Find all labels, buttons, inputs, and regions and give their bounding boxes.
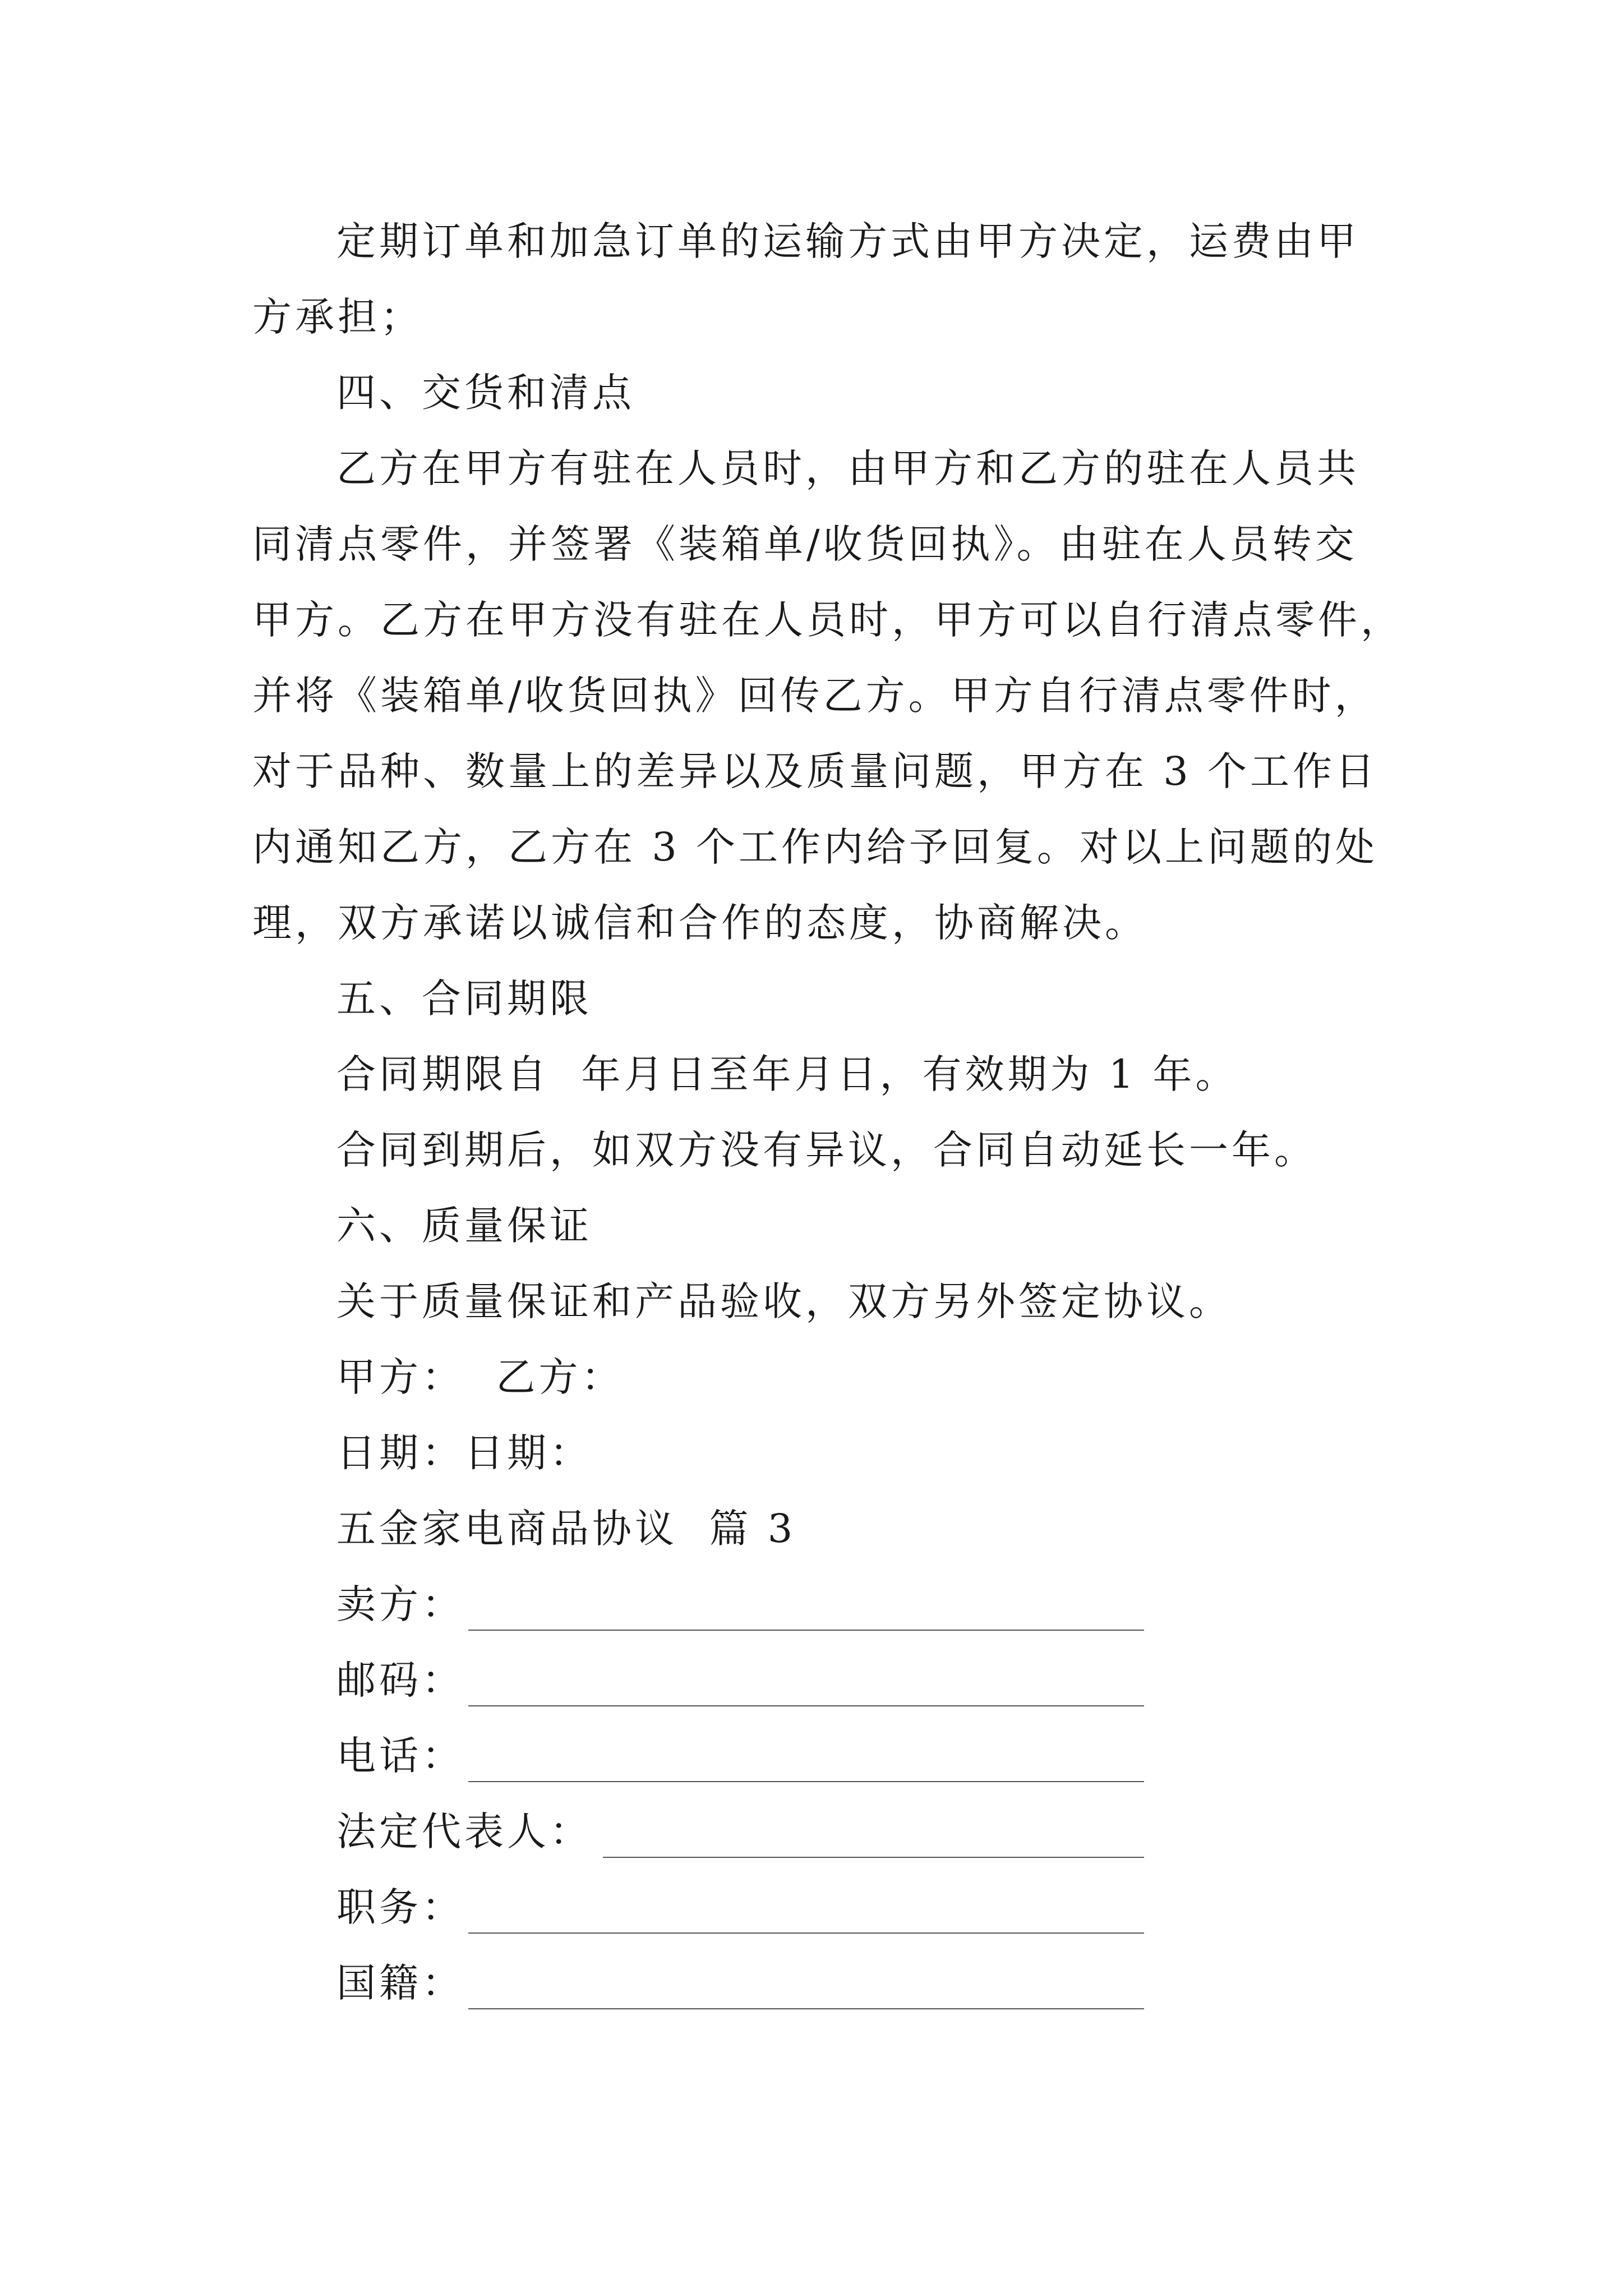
phone-field [336, 1733, 1144, 1781]
paragraph-line: 并将《装箱单/收货回执》回传乙方。甲方自行清点零件时， [252, 673, 1377, 719]
seller-underline [468, 1630, 1144, 1631]
nationality-label: 国籍： [336, 1960, 464, 2006]
phone-label: 电话： [336, 1733, 464, 1779]
paragraph-line: 方承担； [252, 294, 423, 340]
paragraph-line: 合同期限自 年月日至年月日，有效期为 1 年。 [336, 1051, 1238, 1097]
legal-rep-field [336, 1809, 1144, 1857]
section-heading: 六、质量保证 [336, 1203, 592, 1249]
postcode-field [336, 1657, 1144, 1705]
signature-dates: 日期：日期： [336, 1430, 592, 1476]
paragraph-line: 关于质量保证和产品验收，双方另外签定协议。 [336, 1278, 1232, 1324]
paragraph-line: 乙方在甲方有驻在人员时，由甲方和乙方的驻在人员共 [336, 445, 1359, 491]
section-heading: 四、交货和清点 [336, 370, 635, 416]
seller-field [336, 1581, 1144, 1630]
legal-rep-underline [603, 1857, 1144, 1858]
paragraph-line: 定期订单和加急订单的运输方式由甲方决定，运费由甲 [336, 218, 1359, 264]
section-title: 五金家电商品协议 篇 3 [336, 1506, 796, 1552]
signature-parties: 甲方： 乙方： [336, 1354, 624, 1400]
postcode-label: 邮码： [336, 1657, 464, 1703]
paragraph-line: 理，双方承诺以诚信和合作的态度，协商解决。 [252, 900, 1147, 946]
nationality-field [336, 1960, 1144, 2008]
position-underline [468, 1932, 1144, 1934]
phone-underline [468, 1781, 1144, 1782]
section-heading: 五、合同期限 [336, 976, 592, 1022]
paragraph-line: 内通知乙方，乙方在 3 个工作内给予回复。对以上问题的处 [252, 824, 1378, 870]
legal-rep-label: 法定代表人： [336, 1809, 592, 1855]
paragraph-line: 甲方。乙方在甲方没有驻在人员时，甲方可以自行清点零件， [252, 597, 1403, 643]
paragraph-line: 同清点零件，并签署《装箱单/收货回执》。由驻在人员转交 [252, 521, 1358, 567]
position-label: 职务： [336, 1884, 464, 1930]
paragraph-line: 对于品种、数量上的差异以及质量问题，甲方在 3 个工作日 [252, 748, 1378, 794]
nationality-underline [468, 2008, 1144, 2009]
postcode-underline [468, 1705, 1144, 1706]
position-field [336, 1884, 1144, 1932]
paragraph-line: 合同到期后，如双方没有异议，合同自动延长一年。 [336, 1127, 1317, 1173]
seller-label: 卖方： [336, 1581, 464, 1627]
